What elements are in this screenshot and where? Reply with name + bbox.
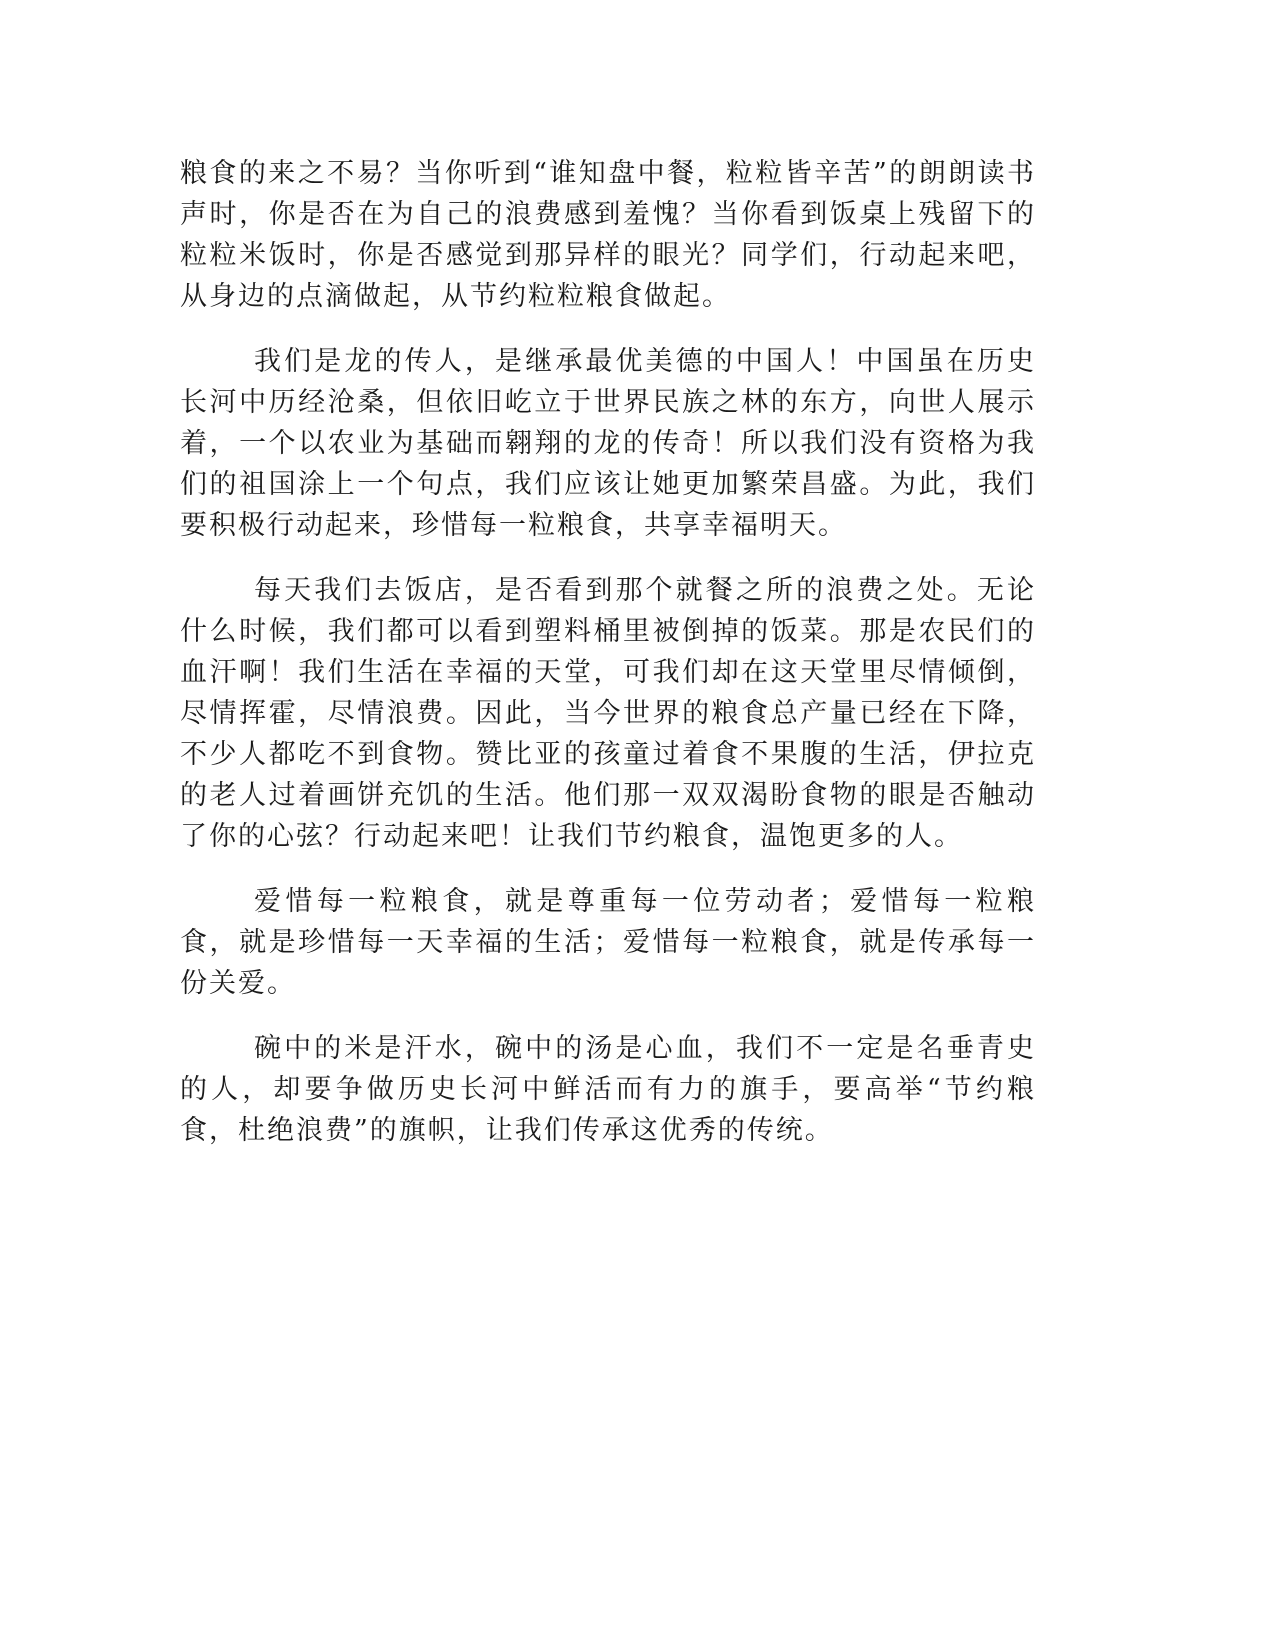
paragraph-4: 爱惜每一粒粮食，就是尊重每一位劳动者；爱惜每一粒粮食，就是珍惜每一天幸福的生活；爱惜每一粒粮食，就是传承每一份关爱。 <box>180 886 1036 999</box>
paragraph-5: 碗中的米是汗水，碗中的汤是心血，我们不一定是名垂青史的人，却要争做历史长河中鲜活而有力的旗手，要高举“节约粮食，杜绝浪费”的旗帜，让我们传承这优秀的传统。 <box>180 1033 1036 1146</box>
paragraph-1: 粮食的来之不易？当你听到“谁知盘中餐，粒粒皆辛苦”的朗朗读书声时，你是否在为自己的浪费感到羞愧？当你看到饭桌上残留下的粒粒米饭时，你是否感觉到那异样的眼光？同学们，行动起来吧，从身边的点滴做起，从节约粒粒粮食做起。 <box>180 158 1036 312</box>
document-body <box>180 153 1036 1175</box>
paragraph-2: 我们是龙的传人，是继承最优美德的中国人！中国虽在历史长河中历经沧桑，但依旧屹立于世界民族之林的东方，向世人展示着，一个以农业为基础而翱翔的龙的传奇！所以我们没有资格为我们的祖国涂上一个句点，我们应该让她更加繁荣昌盛。为此，我们要积极行动起来，珍惜每一粒粮食，共享幸福明天。 <box>180 346 1036 541</box>
paragraph-3: 每天我们去饭店，是否看到那个就餐之所的浪费之处。无论什么时候，我们都可以看到塑料桶里被倒掉的饭菜。那是农民们的血汗啊！我们生活在幸福的天堂，可我们却在这天堂里尽情倾倒，尽情挥霍，尽情浪费。因此，当今世界的粮食总产量已经在下降，不少人都吃不到食物。赞比亚的孩童过着食不果腹的生活，伊拉克的老人过着画饼充饥的生活。他们那一双双渴盼食物的眼是否触动了你的心弦？行动起来吧！让我们节约粮食，温饱更多的人。 <box>180 575 1036 852</box>
